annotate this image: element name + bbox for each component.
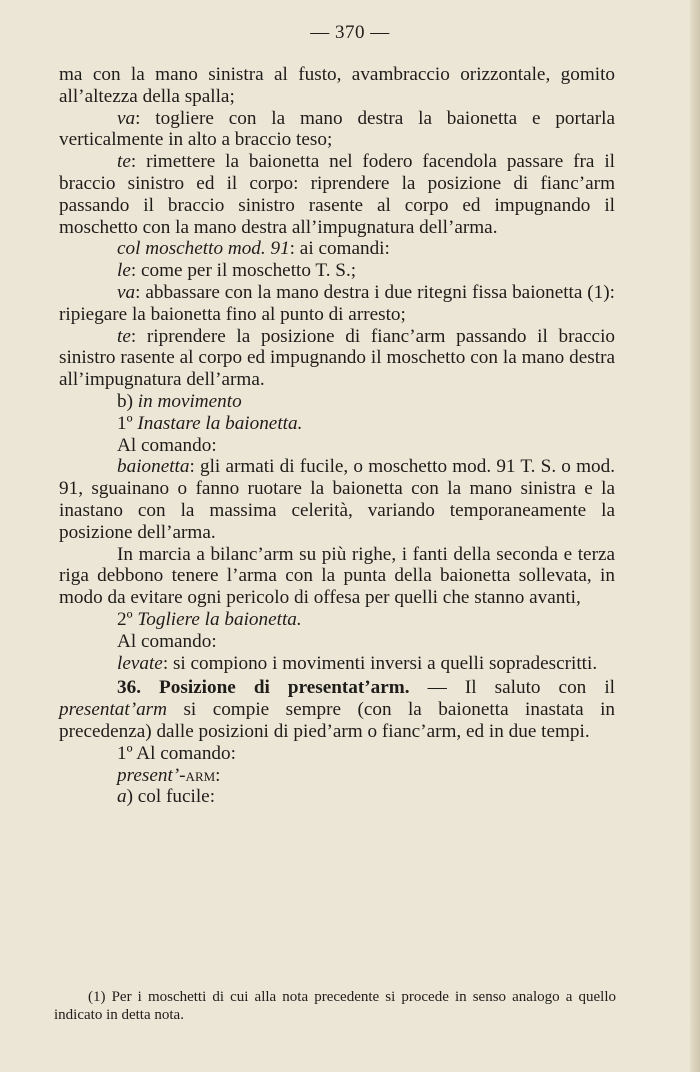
paragraph-text: : abbassare con la mano destra i due ritegni fissa baionetta (1): ripiegare la baionetta fino al punto di arresto; [59,281,615,325]
italic-phrase: presentat’arm [59,699,168,721]
paragraph-1: ma con la mano sinistra al fusto, avambraccio orizzontale, gomito all’altezza della spalla; [59,64,615,107]
command-word: present’ [117,764,180,786]
footnote [54,989,616,1024]
section-36 [59,677,615,742]
list-letter: a [117,786,127,808]
paragraph-text: : riprendere la posizione di fianc’arm passando il braccio sinistro rasente al corpo ed impugnando il moschetto con la mano destra all’impugnatura dell’arma. [59,325,615,391]
paragraph-4 [59,238,615,260]
paragraph-text: ) col fucile: [126,786,216,808]
item-number: 1º [117,412,133,434]
paragraph-6 [59,282,615,326]
subsection-label: b) [117,390,133,412]
section-heading: 36. Posizione di presentat’arm. [117,677,410,699]
item-1-heading [59,413,615,435]
paragraph-12: In marcia a bilanc’arm su più righe, i fanti della seconda e terza riga debbono tenere l’arma con la punta della baionetta sollevata, in modo da evitare ogni pericolo di offesa per quelli che stanno avanti, [59,543,615,609]
italic-phrase: col moschetto mod. 91 [117,238,290,260]
paragraph-text: : si compiono i movimenti inversi a quelli sopradescritti. [162,652,598,674]
paragraph-text: : come per il moschetto T. S.; [130,260,357,282]
paragraph-15 [59,653,615,675]
paragraph-3 [59,151,615,238]
item-number: 2º [117,608,133,630]
paragraph-5 [59,260,615,282]
command-word: te [117,151,131,173]
command-word: va [117,281,136,303]
paragraph-19 [59,786,615,808]
paragraph-text: : togliere con la mano destra la baionetta e portarla verticalmente in alto a braccio teso; [59,107,615,151]
command-word: te [117,325,131,347]
paragraph-17: 1º Al comando: [117,742,236,764]
subsection-title: in movimento [137,390,242,412]
paragraph-text: si compie sempre (con la baionetta inastata in precedenza) dalle posizioni di pied’arm o fianc’arm, ed in due tempi. [59,699,615,742]
command-word: baionetta [117,456,190,478]
page-edge [690,0,700,1072]
item-title: Togliere la baionetta. [137,608,302,630]
footnote-text: (1) Per i moschetti di cui alla nota precedente si procede in senso analogo a quello indicato in detta nota. [54,989,616,1023]
paragraph-text: : ai comandi: [289,238,390,260]
command-word: levate [117,652,163,674]
paragraph-18 [59,765,615,787]
item-2-heading [59,609,615,631]
command-word: va [117,107,136,129]
subsection-b [59,391,615,413]
paragraph-text: : gli armati di fucile, o moschetto mod. 91 T. S. o mod. 91, sguainano o fanno ruotare la baionetta con la mano sinistra e la inastano con la massima celerità, variando temporaneamente la posizione dell’arma. [59,456,615,543]
paragraph-7 [59,326,615,391]
paragraph-11 [59,456,615,543]
body-text [59,64,615,808]
paragraph-text: : rimettere la baionetta nel fodero facendola passare fra il braccio sinistro ed il corpo: riprendere la posizione di fianc’arm passando il braccio sinistro rasente al corpo ed impugnando il moschetto con la mano destra all’impugnatura dell’arma. [59,151,615,238]
paragraph-10: Al comando: [117,434,217,456]
page-number: — 370 — [310,22,390,43]
paragraph-text: — Il saluto con il [409,677,615,699]
paragraph-2 [59,108,615,152]
command-suffix: -arm: [179,764,221,786]
paragraph-14: Al comando: [117,630,217,652]
item-title: Inastare la baionetta. [137,412,303,434]
command-word: le [117,260,131,282]
